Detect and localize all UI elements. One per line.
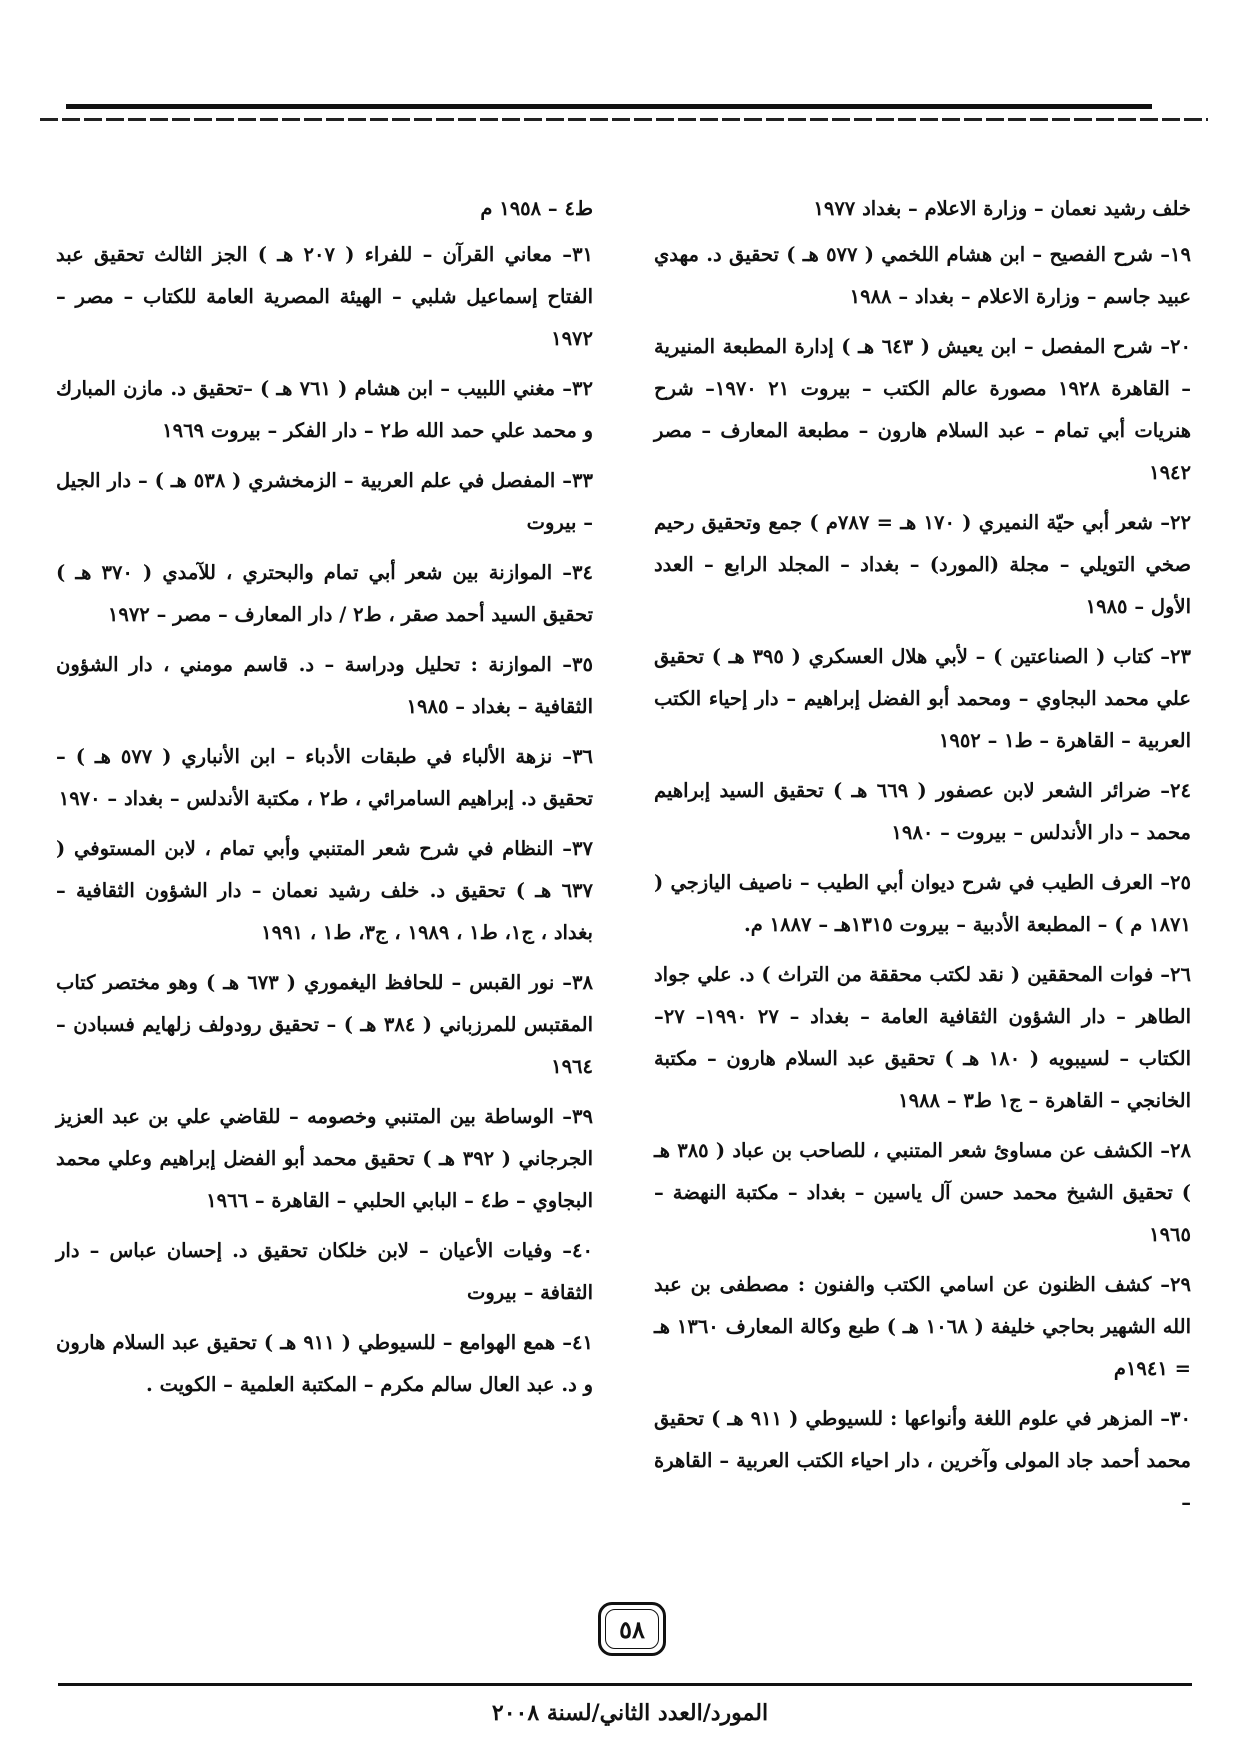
right-entry: ٢٣– كتاب ( الصناعتين ) – لأبي هلال العسكري ( ٣٩٥ هـ ) تحقيق علي محمد البجاوي – ومحمد أبو الفضل إبراهيم – دار إحياء الكتب العربية – القاهرة – ط١ – ١٩٥٢ <box>654 645 1191 752</box>
header-rule <box>66 104 1152 109</box>
right-column <box>654 188 1191 1532</box>
left-entry: ٤١– همع الهوامع – للسيوطي ( ٩١١ هـ ) تحقيق عبد السلام هارون و د. عبد العال سالم مكرم – المكتبة العلمية – الكويت . <box>56 1331 593 1396</box>
right-entry: ٢٠– شرح المفصل – ابن يعيش ( ٦٤٣ هـ ) إدارة المطبعة المنيرية – القاهرة ١٩٢٨ مصورة عالم الكتب – بيروت ٢١ ١٩٧٠– شرح هنريات أبي تمام – عبد السلام هارون – مطبعة المعارف – مصر ١٩٤٢ <box>654 335 1191 484</box>
left-entry: ٣٩– الوساطة بين المتنبي وخصومه – للقاضي علي بن عبد العزيز الجرجاني ( ٣٩٢ هـ ) تحقيق محمد أبو الفضل إبراهيم وعلي محمد البجاوي – ط٤ – البابي الحلبي – القاهرة – ١٩٦٦ <box>56 1105 593 1212</box>
left-entry: ٣٧– النظام في شرح شعر المتنبي وأبي تمام ، لابن المستوفي ( ٦٣٧ هـ ) تحقيق د. خلف رشيد نعمان – دار الشؤون الثقافية – بغداد ، ج١، ط١ ، ١٩٨٩ ، ج٣، ط١ ، ١٩٩١ <box>56 837 593 944</box>
right-entry: ٢٤– ضرائر الشعر لابن عصفور ( ٦٦٩ هـ ) تحقيق السيد إبراهيم محمد – دار الأندلس – بيروت – ١٩٨٠ <box>654 779 1191 844</box>
left-entry: ٣٨– نور القبس – للحافظ اليغموري ( ٦٧٣ هـ ) وهو مختصر كتاب المقتبس للمرزباني ( ٣٨٤ هـ ) – تحقيق رودولف زلهايم فسبادن – ١٩٦٤ <box>56 971 593 1078</box>
left-entry: ط٤ – ١٩٥٨ م <box>480 197 593 220</box>
left-entry: ٣١– معاني القرآن – للفراء ( ٢٠٧ هـ ) الجز الثالث تحقيق عبد الفتاح إسماعيل شلبي – الهيئة المصرية العامة للكتاب – مصر – ١٩٧٢ <box>56 243 594 350</box>
footer-rule <box>58 1683 1192 1686</box>
left-entry: ٣٤– الموازنة بين شعر أبي تمام والبحتري ، للآمدي ( ٣٧٠ هـ ) تحقيق السيد أحمد صقر ، ط٢ / دار المعارف – مصر – ١٩٧٢ <box>56 561 593 626</box>
journal-footer: المورد/العدد الثاني/لسنة ٢٠٠٨ <box>491 1700 769 1726</box>
left-entry: ٣٢– مغني اللبيب – ابن هشام ( ٧٦١ هـ ) –تحقيق د. مازن المبارك و محمد علي حمد الله ط٢ – دار الفكر – بيروت ١٩٦٩ <box>56 377 593 442</box>
right-entry: ١٩– شرح الفصيح – ابن هشام اللخمي ( ٥٧٧ هـ ) تحقيق د. مهدي عبيد جاسم – وزارة الاعلام – بغداد – ١٩٨٨ <box>654 243 1191 308</box>
right-entry: ٣٠– المزهر في علوم اللغة وأنواعها : للسيوطي ( ٩١١ هـ ) تحقيق محمد أحمد جاد المولى وآخرين ، دار احياء الكتب العربية – القاهرة – <box>654 1407 1191 1514</box>
left-entry: ٣٣– المفصل في علم العربية – الزمخشري ( ٥٣٨ هـ ) – دار الجيل – بيروت <box>56 469 593 534</box>
left-column <box>56 188 593 1414</box>
right-entry: ٢٢– شعر أبي حيّة النميري ( ١٧٠ هـ = ٧٨٧م ) جمع وتحقيق رحيم صخي التويلي – مجلة (المورد) – بغداد – المجلد الرابع – العدد الأول – ١٩٨٥ <box>654 511 1191 618</box>
right-entry: ٢٦– فوات المحققين ( نقد لكتب محققة من التراث ) د. علي جواد الطاهر – دار الشؤون الثقافية العامة – بغداد – ٢٧ ١٩٩٠– ٢٧– الكتاب – لسيبويه ( ١٨٠ هـ ) تحقيق عبد السلام هارون – مكتبة الخانجي – القاهرة – ج١ ط٣ – ١٩٨٨ <box>654 963 1191 1112</box>
right-entry: ٢٥– العرف الطيب في شرح ديوان أبي الطيب – ناصيف اليازجي ( ١٨٧١ م ) – المطبعة الأدبية – بيروت ١٣١٥هـ – ١٨٨٧ م. <box>654 871 1191 936</box>
right-entry: ٢٩– كشف الظنون عن اسامي الكتب والفنون : مصطفى بن عبد الله الشهير بحاجي خليفة ( ١٠٦٨ هـ ) طبع وكالة المعارف ١٣٦٠ هـ = ١٩٤١م <box>654 1273 1191 1380</box>
left-entry: ٤٠– وفيات الأعيان – لابن خلكان تحقيق د. إحسان عباس – دار الثقافة – بيروت <box>56 1239 593 1304</box>
left-entry: ٣٥– الموازنة : تحليل ودراسة – د. قاسم مومني ، دار الشؤون الثقافية – بغداد – ١٩٨٥ <box>56 653 593 718</box>
header-dashed-rule <box>40 118 1208 121</box>
page-number: ٥٨ <box>605 1609 659 1649</box>
right-entry: خلف رشيد نعمان – وزارة الاعلام – بغداد ١٩٧٧ <box>813 197 1191 220</box>
right-entry: ٢٨– الكشف عن مساوئ شعر المتنبي ، للصاحب بن عباد ( ٣٨٥ هـ ) تحقيق الشيخ محمد حسن آل ياسين – بغداد – مكتبة النهضة – ١٩٦٥ <box>654 1139 1191 1246</box>
page-number-frame <box>598 1602 666 1656</box>
left-entry: ٣٦– نزهة الألباء في طبقات الأدباء – ابن الأنباري ( ٥٧٧ هـ ) – تحقيق د. إبراهيم السامرائي ، ط٢ ، مكتبة الأندلس – بغداد – ١٩٧٠ <box>56 745 594 810</box>
